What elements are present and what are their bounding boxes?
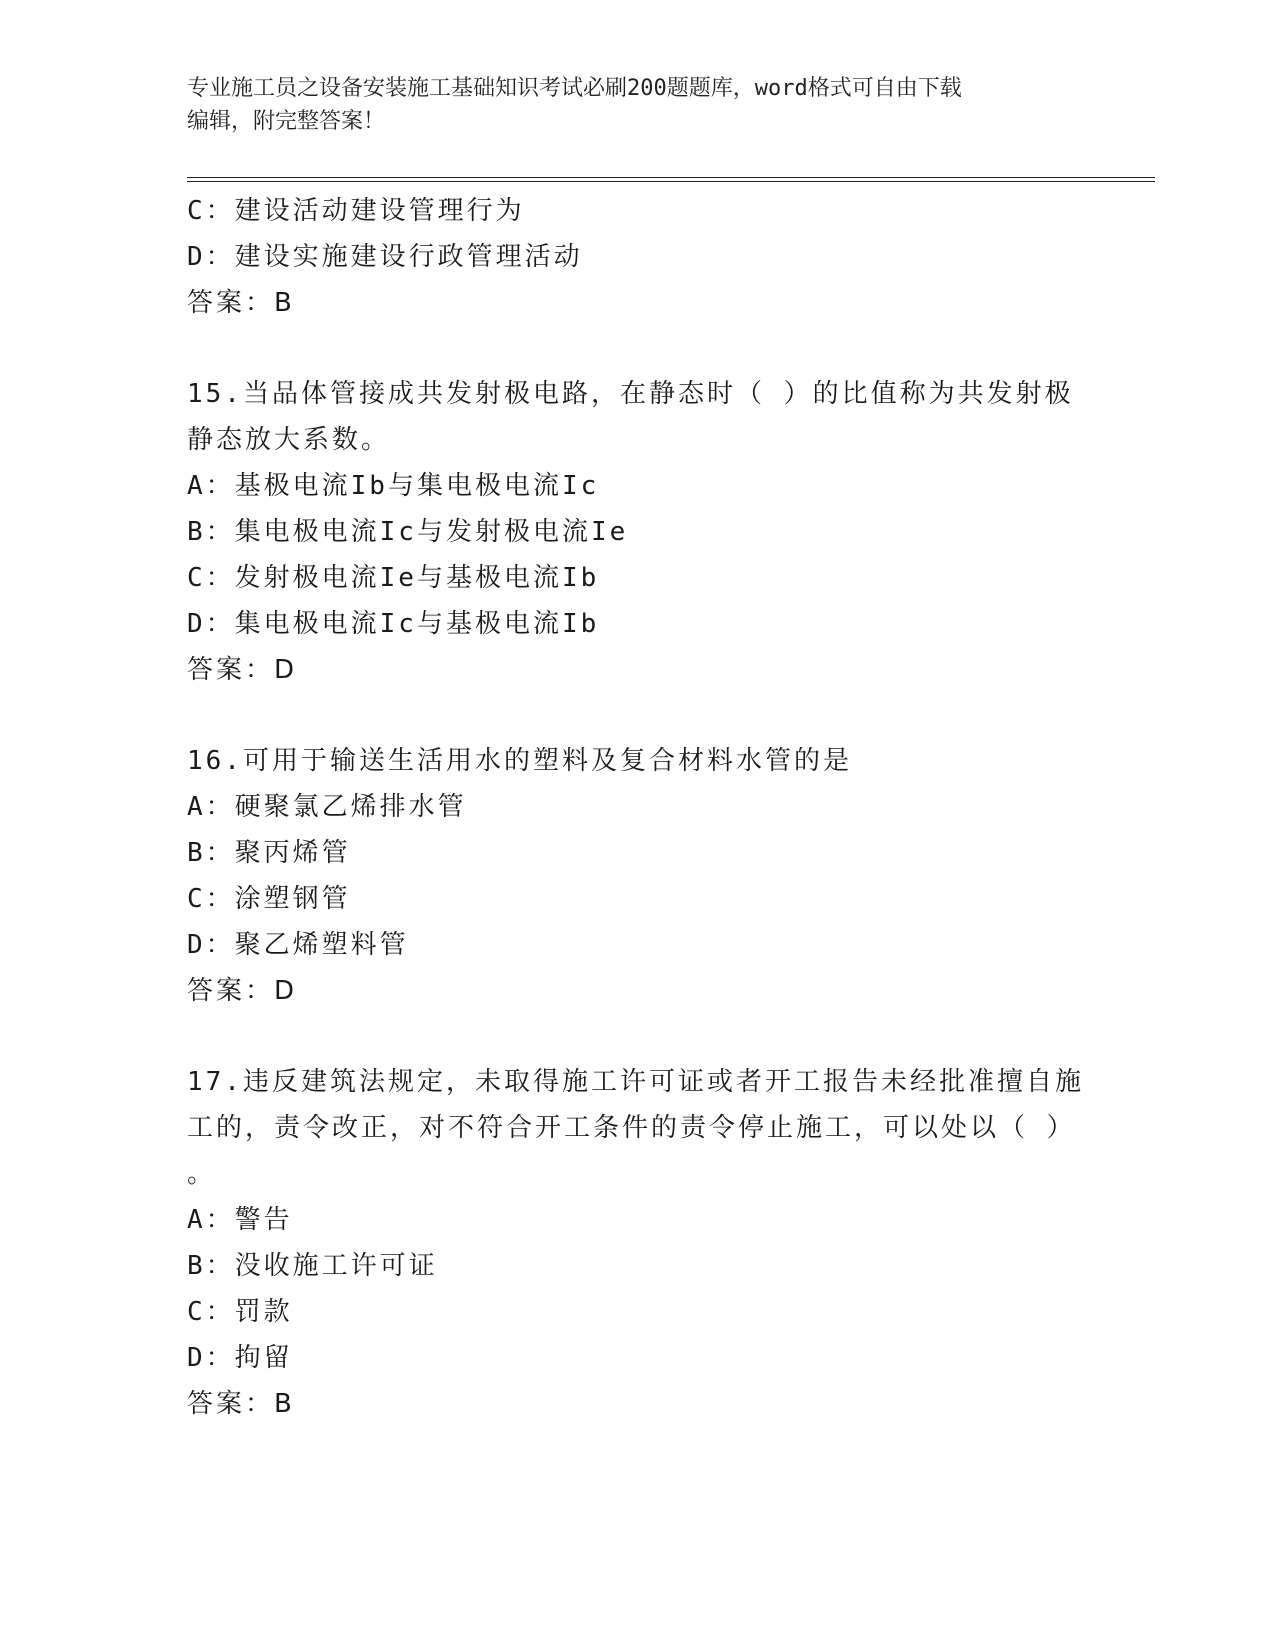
- header-divider-bottom: [187, 181, 1155, 182]
- header-divider-top: [187, 177, 1155, 178]
- option-d: D：集电极电流Ic与基极电流Ib: [187, 609, 600, 639]
- question-text-line: 静态放大系数。: [187, 425, 391, 455]
- answer-line: [187, 647, 1087, 693]
- answer-line: [187, 968, 1087, 1014]
- option-c: C：罚款: [187, 1297, 293, 1327]
- spacer: [187, 693, 1087, 738]
- prev-question-block: [187, 188, 1087, 326]
- question-list: [187, 188, 1087, 1427]
- option-a: A：警告: [187, 1205, 293, 1235]
- option-b: B：集电极电流Ic与发射极电流Ie: [187, 517, 629, 547]
- question-15: [187, 371, 1087, 693]
- answer-label: 答案：: [187, 288, 275, 318]
- answer-value: D: [274, 655, 296, 685]
- question-17: [187, 1059, 1087, 1427]
- answer-label: 答案：: [187, 1389, 275, 1419]
- spacer: [187, 1014, 1087, 1059]
- header-line-1: 专业施工员之设备安装施工基础知识考试必刷200题题库，word格式可自由下载: [187, 76, 962, 101]
- answer-value: B: [274, 1389, 293, 1419]
- question-text-line: 16.可用于输送生活用水的塑料及复合材料水管的是: [187, 746, 852, 776]
- header-line-2: 编辑，附完整答案！: [187, 109, 386, 134]
- option-b: B：聚丙烯管: [187, 838, 351, 868]
- answer-label: 答案：: [187, 976, 275, 1006]
- option-c: C：涂塑钢管: [187, 884, 351, 914]
- answer-line: [187, 1381, 1087, 1427]
- option-c: C：建设活动建设管理行为: [187, 196, 525, 226]
- answer-label: 答案：: [187, 655, 275, 685]
- question-text-line: 工的，责令改正，对不符合开工条件的责令停止施工，可以处以（ ）: [187, 1113, 1076, 1143]
- document-header: [187, 72, 1067, 138]
- answer-line: [187, 280, 1087, 326]
- question-text-line: 。: [187, 1159, 217, 1189]
- question-16: [187, 738, 1087, 1014]
- option-a: A：硬聚氯乙烯排水管: [187, 792, 467, 822]
- spacer: [187, 326, 1087, 371]
- option-d: D：建设实施建设行政管理活动: [187, 242, 583, 272]
- option-d: D：拘留: [187, 1343, 293, 1373]
- option-d: D：聚乙烯塑料管: [187, 930, 409, 960]
- answer-value: D: [274, 976, 296, 1006]
- question-text-line: 15.当品体管接成共发射极电路，在静态时（ ）的比值称为共发射极: [187, 379, 1074, 409]
- option-a: A：基极电流Ib与集电极电流Ic: [187, 471, 600, 501]
- answer-value: B: [274, 288, 293, 318]
- option-c: C：发射极电流Ie与基极电流Ib: [187, 563, 600, 593]
- option-b: B：没收施工许可证: [187, 1251, 438, 1281]
- question-text-line: 17.违反建筑法规定，未取得施工许可证或者开工报告未经批准擅自施: [187, 1067, 1084, 1097]
